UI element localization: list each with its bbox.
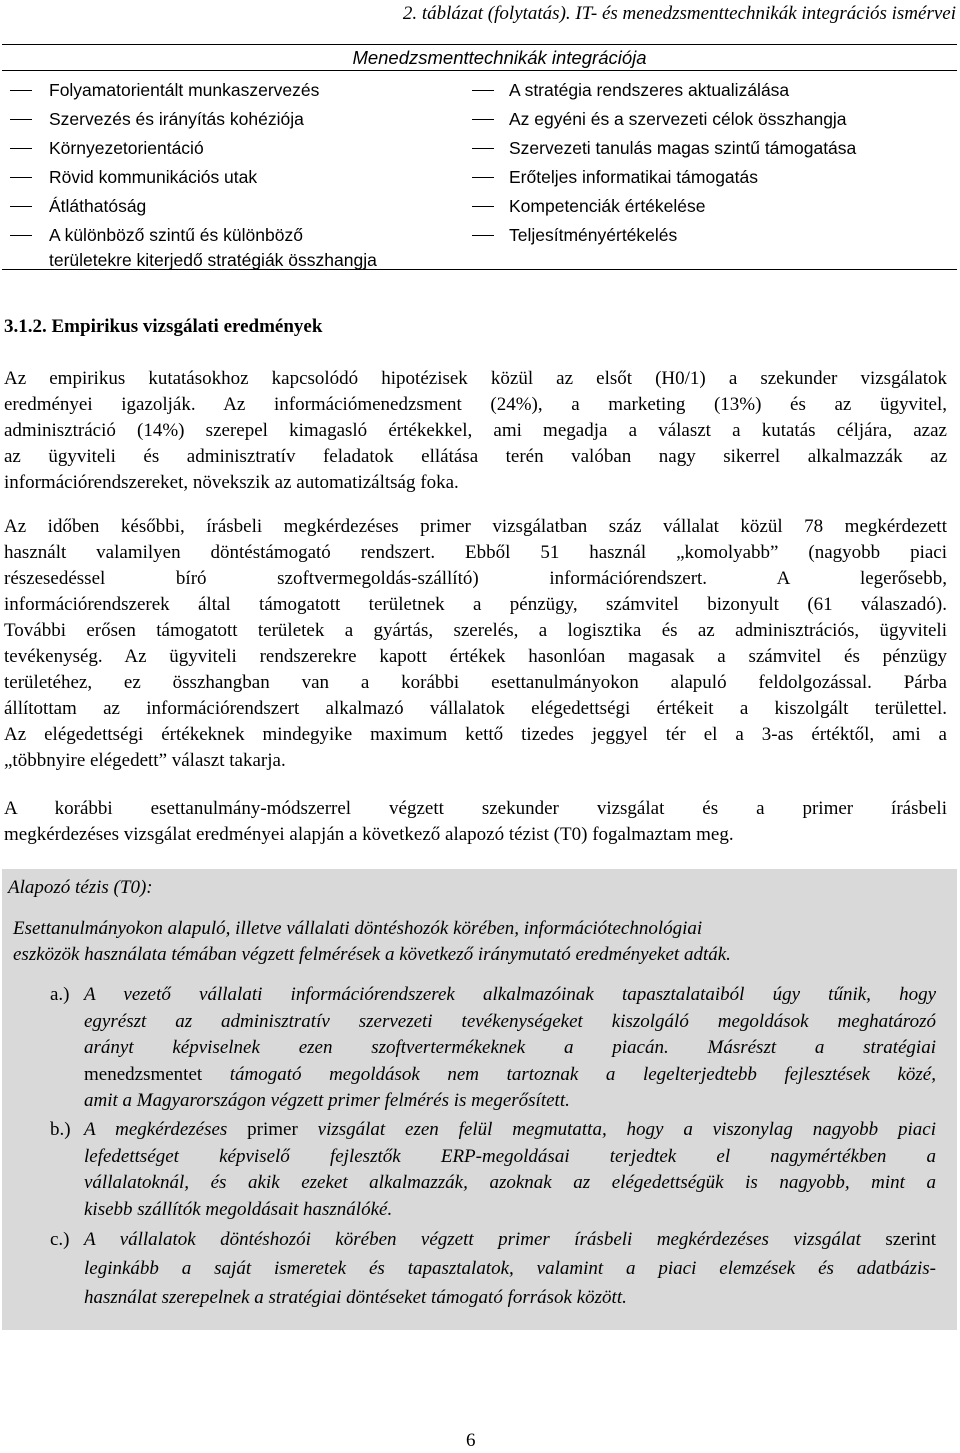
list-item: Átláthatóság [2, 192, 442, 221]
dash-bullet-icon [472, 206, 494, 207]
dash-bullet-icon [10, 90, 32, 91]
table-left-column [2, 76, 442, 273]
paragraph-3: A korábbi esettanulmány-módszerrel végzett szekunder vizsgálat és a primer írásbeli megkérdezéses vizsgálat eredményei alapján a következő alapozó tézist (T0) fogalmaztam meg. [4, 798, 947, 845]
list-item: A stratégia rendszeres aktualizálása [469, 76, 954, 105]
dash-bullet-icon [472, 177, 494, 178]
dash-bullet-icon [10, 119, 32, 120]
dash-bullet-icon [472, 90, 494, 91]
dash-bullet-icon [472, 148, 494, 149]
paragraph-1: Az empirikus kutatásokhoz kapcsolódó hipotézisek közül az elsőt (H0/1) a szekunder vizsgálatok eredményei igazolják. Az információmenedzsment (24%), a marketing (13%) és az ügyvitel, adminisztráció (14%) szerepel kimagasló értékekkel, ami megadja a választ a kutatás céljára, azaz az ügyviteli és adminisztratív feladatok ellátása terén valóban nagy sikerrel alkalmazzák az információrendszereket, növekszik az automatizáltság foka. [4, 368, 947, 493]
list-item: Rövid kommunikációs utak [2, 163, 442, 192]
table-caption: 2. táblázat (folytatás). IT- és menedzsmenttechnikák integrációs ismérvei [402, 3, 956, 24]
list-item: A különböző szintű és különböző [2, 221, 442, 250]
table-header: Menedzsmenttechnikák integrációja [2, 45, 957, 71]
list-item: Erőteljes informatikai támogatás [469, 163, 954, 192]
list-item: Környezetorientáció [2, 134, 442, 163]
dash-bullet-icon [10, 206, 32, 207]
list-item: Kompetenciák értékelése [469, 192, 954, 221]
list-item: Folyamatorientált munkaszervezés [2, 76, 442, 105]
list-item: Teljesítményértékelés [469, 221, 954, 250]
thesis-title: Alapozó tézis (T0): [8, 877, 153, 898]
dash-bullet-icon [472, 119, 494, 120]
dash-bullet-icon [10, 177, 32, 178]
paragraph-2: Az időben későbbi, írásbeli megkérdezéses primer vizsgálatban száz vállalat közül 78 megkérdezett használt valamilyen döntéstámogató rendszert. Ebből 51 használ „komolyabb” (nagyobb piaci részesedéssel bíró szoftvermegoldás-szállító) információrendszert. A legerősebb, információrendszerek által támogatott területnek a pénzügy, számvitel bizonyult (61 válaszadó). További erősen támogatott területek a gyártás, szerelés, a logisztika és az adminisztrációs, ügyviteli tevékenység. Az ügyviteli rendszerekre kapott értékek hasonlóan magasak a számvitel és pénzügy területéhez, ez összhangban van a korábbi esettanulmányokon alapuló feldolgozással. Párba állítottam az információrendszert alkalmazó vállalatok elégedettségi értékeit a kiszolgált területtel. Az elégedettségi értékeknek mindegyike maximum kettő tizedes jeggyel tér el a 3-as értéktől, ami a „többnyire elégedett” választ takarja. [4, 516, 947, 771]
dash-bullet-icon [472, 235, 494, 236]
table-right-column [469, 76, 954, 250]
list-item: Az egyéni és a szervezeti célok összhangja [469, 105, 954, 134]
dash-bullet-icon [10, 235, 32, 236]
list-item: Szervezeti tanulás magas szintű támogatása [469, 134, 954, 163]
section-heading: 3.1.2. Empirikus vizsgálati eredmények [4, 316, 323, 337]
list-item-continuation: területekre kiterjedő stratégiák összhangja [49, 250, 377, 270]
list-item: Szervezés és irányítás kohéziója [2, 105, 442, 134]
page-number: 6 [466, 1430, 476, 1451]
thesis-intro: Esettanulmányokon alapuló, illetve vállalati döntéshozók körében, információtechnológiai eszközök használata témában végzett felmérések a következő iránymutató eredményeket adták. [13, 918, 731, 965]
integration-table [2, 44, 957, 270]
dash-bullet-icon [10, 148, 32, 149]
